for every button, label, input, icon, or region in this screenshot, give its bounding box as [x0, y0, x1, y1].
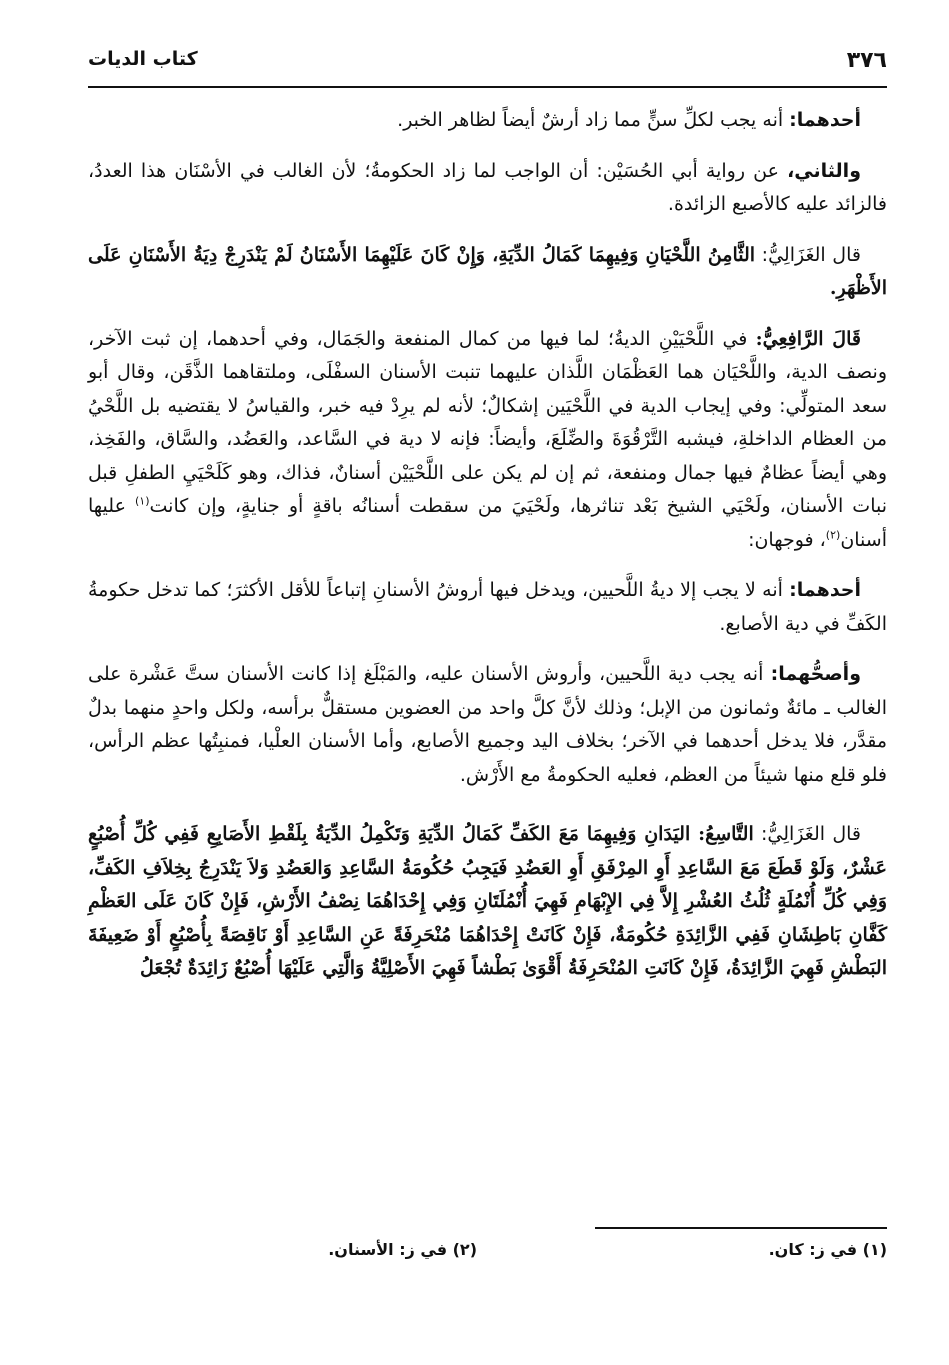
- paragraph-text: في اللَّحْيَيْنِ الديةُ؛ لما فيها من كمال المنفعة والجَمَال، وفي أحدهما، إن ثبت الآخر، ونصف الدية، واللَّحْيَان هما العَظْمَان اللَّذان عليهما تنبت الأسنان السفْلَى، وملتقاهما الذَّقَن، وقال أبو سعد المتولِّي: وفي إيجاب الدية في اللَّحْيَين إشكالٌ؛ لأنه لم يرِدْ فيه خبر، والقياسُ لا يقتضيه بل اللَّحْيُ من العظام الداخلةِ، فيشبه التَّرْقُوَةَ والضِّلَعَ، وأيضاً: فإنه لا دية في السَّاعد، والعَضُد، والسَّاق، والفَخِذ، وهي أيضاً عظامٌ فيها جمال ومنفعة، ثم إن لم يكن على اللَّحْيَيْن أسنانٌ، فذاك، وهو كَلَحْيَيِ الطفلِ قبل نبات الأسنان، ولَحْيَي الشيخ بَعْد تناثرها، ولَحْيَيَ من سقطت أسنانُه باقةٍ أو جنايةٍ، وإن كانت: [88, 327, 887, 517]
- footnote-2: (٢) في ز: الأسنان.: [328, 1240, 477, 1259]
- paragraph-lead: أحدهما:: [789, 579, 861, 601]
- speaker-label: قال الغَزَالِيُّ:: [755, 243, 861, 266]
- footnote-divider: [595, 1227, 887, 1229]
- paragraph-matn: [88, 818, 887, 986]
- speaker-label: قال الغَزَالِيُّ:: [753, 823, 862, 845]
- paragraph: [88, 574, 887, 641]
- paragraph: [88, 323, 887, 558]
- running-title: كتاب الديات: [88, 48, 198, 70]
- paragraph-lead: أحدهما:: [789, 109, 861, 131]
- paragraph-text: عليها أسنان: [88, 495, 887, 551]
- matn-text: التَّاسِعُ: اليَدَانِ وَفِيهِمَا مَعَ الكَفِّ كَمَالُ الدِّيَةِ وَتَكْمِلُ الدِّيَةُ بِلَقْطِ الأَصَابِعِ فَفِي كُلِّ أُصْبُعٍ عَشْرٌ، وَلَوْ قَطَعَ مَعَ السَّاعِدِ أَوِ المِرْفَقِ أَوِ العَضُدِ فَيَجِبُ حُكُومَةُ السَّاعِدِ وَالعَضُدِ وَلاَ يَنْدَرِجُ بِخِلاَفِ الكَفِّ، وَفِي كُلِّ أُنْمُلَةٍ ثُلُثُ العُشْرِ إِلاَّ فِي الإِبْهَامِ فَهِيَ أُنْمُلَتَانِ وَفِي إِحْدَاهُمَا نِصْفُ الأَرْشِ، فَإِنْ كَانَ عَلَى العَظْمِ كَفَّانِ بَاطِشَانِ فَفِي الزَّائِدَةِ حُكُومَةٌ، فَإِنْ كَانَتْ إِحْدَاهُمَا مُنْحَرِفَةً عَنِ السَّاعِدِ أَوْ نَاقِصَةً بِأُصْبُعٍ أَوْ ضَعِيفَةَ البَطْشِ فَهِيَ الزَّائِدَةُ، فَإِنْ كَانَتِ المُنْحَرِفَةُ أَقْوَىٰ بَطْشاً فَهِيَ الأَصْلِيَّةُ وَالَّتِي عَلَيْهَا أُصْبُعٌ زَائِدَةٌ تُجْعَلُ: [88, 823, 887, 979]
- paragraph-text: أنه يجب دية اللَّحيين، وأروش الأسنان عليه، والمَبْلَغ إذا كانت الأسنان ستَّ عَشْرة على الغالب ـ مائةٌ وثمانون من الإبل؛ وذلك لأنَّ كلَّ واحد من العضوين مستقلٌّ برأسه، ولكل واحدٍ منهما بدلٌ مقدَّر، فلا يدخل أحدهما في الآخر؛ بخلاف اليد وجميع الأصابع، وأما الأسنان العلْيا، فمنبِتُها عظم الرأس، فلو قلع منها شيئاً من العظم، فعليه الحكومةُ مع الأَرْش.: [88, 663, 887, 786]
- paragraph-text: ، فوجهان:: [748, 528, 826, 551]
- page-header: [88, 44, 887, 84]
- header-divider: [88, 86, 887, 88]
- matn-text: الثَّامِنُ اللَّحْيَانِ وَفِيهِمَا كَمَالُ الدِّيَةِ، وَإِنْ كَانَ عَلَيْهِمَا الأَسْنَانُ لَمْ يَنْدَرِجْ دِيَةُ الأَسْنَانِ عَلَى الأَظْهَرِ.: [88, 243, 887, 299]
- speaker-label: قَالَ الرَّافِعِيُّ:: [755, 327, 861, 350]
- footnote-1: (١) في ز: كان.: [768, 1240, 887, 1259]
- paragraph-text: أنه لا يجب إلا ديةُ اللَّحيين، ويدخل فيها أروشُ الأسنانِ إتباعاً للأقل الأكثرَ؛ كما تدخل حكومةُ الكَفِّ في دية الأصابع.: [88, 579, 887, 635]
- paragraph-text: عن رواية أبي الحُسَيْن: أن الواجب لما زاد الحكومةُ؛ لأن الغالب في الأسْنَان هذا العددُ، فالزائد عليه كالأصبع الزائدة.: [88, 159, 887, 215]
- footnote-ref[interactable]: (٢): [825, 528, 841, 542]
- paragraph: [88, 104, 887, 138]
- paragraph-lead: وأصحُّهما:: [770, 663, 861, 685]
- page-body: [88, 104, 887, 1003]
- paragraph: [88, 658, 887, 792]
- paragraph-lead: والثاني،: [787, 159, 861, 182]
- page-number: ٣٧٦: [846, 48, 887, 73]
- paragraph-text: أنه يجب لكلِّ سنٍّ مما زاد أرشٌ أيضاً لظاهر الخبر.: [397, 109, 790, 131]
- paragraph-matn: [88, 239, 887, 306]
- footnote-ref[interactable]: (١): [135, 494, 150, 508]
- paragraph: [88, 155, 887, 222]
